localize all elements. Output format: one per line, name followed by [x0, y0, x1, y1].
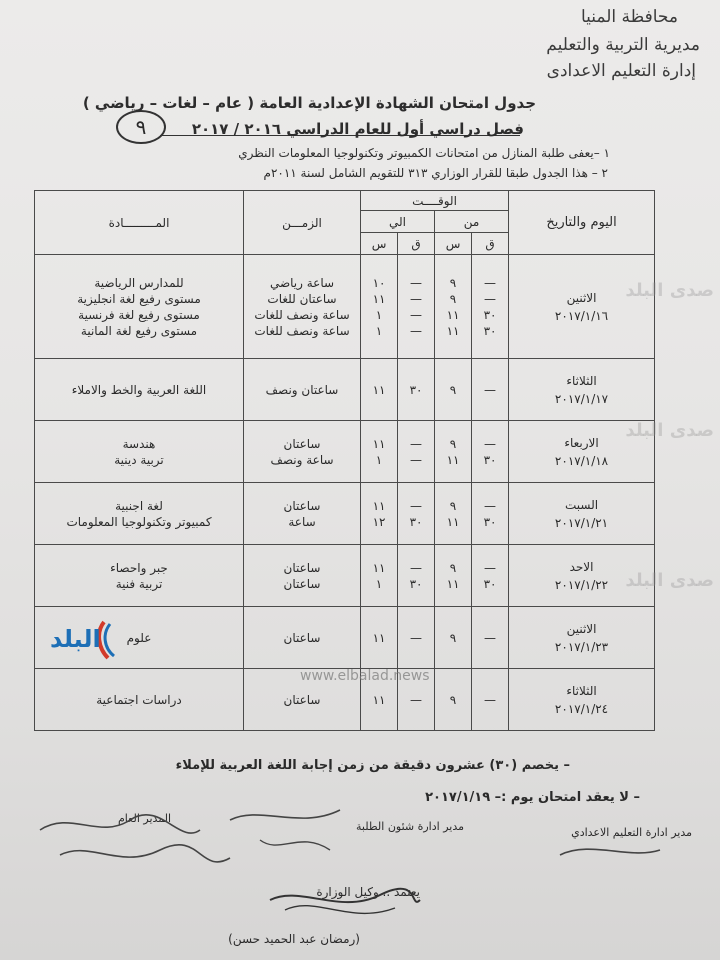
day-name: السبت	[564, 497, 599, 512]
exam-date: ٢٠١٧/١/٢٤	[554, 701, 609, 716]
from-hour-cell	[435, 483, 472, 545]
to-hour-value: ١	[375, 307, 383, 322]
from-hour-cell	[435, 607, 472, 669]
minister-name: (رمضان عبد الحميد حسن)	[228, 932, 360, 946]
header-from-hour: س	[435, 233, 472, 255]
day-name: الثلاثاء	[566, 683, 597, 698]
letterhead-administration: إدارة التعليم الاعدادى	[546, 61, 696, 81]
duration-value: ساعتان للغات	[267, 291, 337, 306]
from-minute-value: —	[484, 291, 497, 306]
from-minute-value: —	[484, 630, 497, 645]
from-hour-value: ٩	[449, 630, 457, 645]
to-hour-cell	[361, 359, 398, 421]
subject-cell	[35, 359, 244, 421]
to-hour-cell	[361, 255, 398, 359]
day-date-cell	[509, 669, 655, 731]
to-minute-value: —	[410, 275, 423, 290]
exam-date: ٢٠١٧/١/٢٢	[554, 577, 609, 592]
subject-value: للمدارس الرياضية	[94, 275, 184, 290]
to-minute-cell	[398, 545, 435, 607]
to-minute-value: ٣٠	[409, 514, 423, 529]
to-minute-value: —	[410, 498, 423, 513]
subject-value: تربية فنية	[115, 576, 163, 591]
exam-date: ٢٠١٧/١/٢١	[554, 515, 609, 530]
header-to-hour: س	[361, 233, 398, 255]
subject-value: تربية دينية	[114, 452, 164, 467]
to-minute-value: —	[410, 323, 423, 338]
schedule-day-row	[35, 483, 655, 545]
signature-label-prep-director: مدير ادارة التعليم الاعدادي	[571, 826, 692, 839]
subject-cell	[35, 483, 244, 545]
from-hour-cell	[435, 545, 472, 607]
to-minute-value: —	[410, 307, 423, 322]
header-to: الي	[361, 211, 435, 233]
duration-value: ساعتان	[283, 560, 321, 575]
from-minute-cell	[472, 607, 509, 669]
subject-value: مستوى رفيع لغة فرنسية	[78, 307, 200, 322]
to-minute-value: —	[410, 452, 423, 467]
to-hour-value: ١	[375, 323, 383, 338]
to-hour-value: ١٠	[372, 275, 386, 290]
day-name: الاثنين	[566, 290, 597, 305]
subject-cell	[35, 421, 244, 483]
from-minute-value: —	[484, 498, 497, 513]
exam-date: ٢٠١٧/١/١٧	[554, 391, 609, 406]
note-1: ١ –يعفى طلبة المنازل من امتحانات الكمبيوتر وتكنولوجيا المعلومات النظري	[238, 146, 610, 160]
from-minute-cell	[472, 421, 509, 483]
day-date-cell	[509, 483, 655, 545]
from-minute-cell	[472, 669, 509, 731]
from-minute-value: ٣٠	[483, 307, 497, 322]
duration-value: ساعتان	[283, 692, 321, 707]
from-minute-value: ٣٠	[483, 514, 497, 529]
signatures-drawing	[0, 800, 720, 960]
document-subtitle: فصل دراسي أول للعام الدراسي ٢٠١٦ / ٢٠١٧	[191, 120, 524, 138]
duration-cell	[244, 359, 361, 421]
document-title: جدول امتحان الشهادة الإعدادية العامة ( عام – لغات – رياضي )	[82, 94, 536, 112]
day-date-cell	[509, 255, 655, 359]
from-hour-value: ١١	[446, 323, 460, 338]
to-hour-value: ١٢	[372, 514, 386, 529]
duration-value: ساعة رياضي	[269, 275, 335, 290]
header-subject: المـــــــــادة	[35, 191, 244, 255]
to-minute-value: —	[410, 560, 423, 575]
from-minute-value: —	[484, 692, 497, 707]
exam-date: ٢٠١٧/١/١٦	[554, 308, 609, 323]
from-hour-value: ٩	[449, 560, 457, 575]
from-hour-value: ١١	[446, 307, 460, 322]
subject-value: مستوى رفيع لغة انجليزية	[77, 291, 201, 306]
from-minute-value: ٣٠	[483, 452, 497, 467]
to-hour-cell	[361, 421, 398, 483]
schedule-day-row	[35, 607, 655, 669]
duration-value: ساعتان	[283, 576, 321, 591]
exam-schedule-table	[34, 190, 655, 731]
letterhead-governorate: محافظة المنيا	[580, 7, 678, 27]
logo-text: البلد	[50, 625, 101, 653]
watermark-brand: صدى البلد	[625, 280, 714, 301]
to-hour-value: ١	[375, 576, 383, 591]
exam-date: ٢٠١٧/١/١٨	[554, 453, 609, 468]
header-to-minute: ق	[398, 233, 435, 255]
duration-value: ساعتان ونصف	[265, 382, 339, 397]
to-hour-value: ١	[375, 452, 383, 467]
to-minute-value: —	[410, 630, 423, 645]
to-minute-cell	[398, 255, 435, 359]
to-hour-cell	[361, 483, 398, 545]
from-minute-value: —	[484, 382, 497, 397]
subject-value: كمبيوتر وتكنولوجيا المعلومات	[66, 514, 212, 529]
from-hour-value: ١١	[446, 514, 460, 529]
to-hour-cell	[361, 607, 398, 669]
to-minute-cell	[398, 607, 435, 669]
from-hour-value: ٩	[449, 498, 457, 513]
duration-value: ساعة ونصف للغات	[254, 307, 350, 322]
subject-value: اللغة العربية والخط والاملاء	[71, 382, 207, 397]
from-hour-cell	[435, 669, 472, 731]
from-minute-cell	[472, 255, 509, 359]
subject-value: لغة اجنبية	[115, 498, 163, 513]
from-minute-value: —	[484, 275, 497, 290]
subject-cell	[35, 545, 244, 607]
schedule-day-row	[35, 359, 655, 421]
from-hour-value: ٩	[449, 382, 457, 397]
subject-cell	[35, 255, 244, 359]
subject-value: مستوى رفيع لغة المانية	[80, 323, 198, 338]
exam-date: ٢٠١٧/١/٢٣	[554, 639, 609, 654]
to-minute-cell	[398, 421, 435, 483]
header-day-date: اليوم والتاريخ	[509, 191, 655, 255]
from-minute-value: ٣٠	[483, 576, 497, 591]
from-hour-cell	[435, 421, 472, 483]
to-hour-value: ١١	[372, 498, 386, 513]
from-hour-value: ١١	[446, 452, 460, 467]
from-minute-value: —	[484, 560, 497, 575]
schedule-day-row	[35, 545, 655, 607]
watermark-site: www.elbalad.news	[300, 668, 430, 684]
to-minute-value: —	[410, 692, 423, 707]
from-minute-cell	[472, 483, 509, 545]
subject-value: جبر واحصاء	[110, 560, 168, 575]
to-hour-value: ١١	[372, 630, 386, 645]
from-hour-value: ٩	[449, 436, 457, 451]
subject-value: دراسات اجتماعية	[96, 692, 182, 707]
day-date-cell	[509, 359, 655, 421]
duration-value: ساعة ونصف للغات	[254, 323, 350, 338]
header-from-minute: ق	[472, 233, 509, 255]
to-hour-value: ١١	[372, 560, 386, 575]
day-name: الاحد	[569, 559, 594, 574]
to-minute-value: ٣٠	[409, 382, 423, 397]
from-minute-value: ٣٠	[483, 323, 497, 338]
to-minute-cell	[398, 483, 435, 545]
from-minute-value: —	[484, 436, 497, 451]
duration-cell	[244, 483, 361, 545]
header-time: الوقــــت	[361, 191, 509, 211]
to-hour-value: ١١	[372, 692, 386, 707]
schedule-day-row	[35, 255, 655, 359]
from-hour-value: ٩	[449, 275, 457, 290]
approval-line: يعتمد .. وكيل الوزارة	[316, 885, 420, 899]
duration-value: ساعتان	[283, 498, 321, 513]
from-minute-cell	[472, 545, 509, 607]
footer-note-no-exam: – لا يعقد امتحان يوم :– ٢٠١٧/١/١٩	[425, 790, 640, 805]
to-minute-value: —	[410, 291, 423, 306]
to-hour-value: ١١	[372, 291, 386, 306]
duration-value: ساعتان	[283, 630, 321, 645]
signature-label-general-director: المدير العام	[118, 812, 172, 825]
duration-value: ساعة ونصف	[270, 452, 334, 467]
duration-value: ساعتان	[283, 436, 321, 451]
from-minute-cell	[472, 359, 509, 421]
from-hour-cell	[435, 359, 472, 421]
header-from: من	[435, 211, 509, 233]
page-number: ٩	[116, 110, 166, 144]
subject-value: هندسة	[122, 436, 156, 451]
note-2: ٢ – هذا الجدول طبقا للقرار الوزاري ٣١٣ للتقويم الشامل لسنة ٢٠١١م	[263, 166, 608, 180]
to-minute-value: ٣٠	[409, 576, 423, 591]
from-hour-value: ١١	[446, 576, 460, 591]
day-name: الاربعاء	[564, 435, 599, 450]
to-minute-cell	[398, 359, 435, 421]
subject-value: علوم	[126, 630, 152, 645]
duration-cell	[244, 255, 361, 359]
signature-label-students-affairs: مدير ادارة شئون الطلبة	[356, 820, 464, 833]
duration-cell	[244, 545, 361, 607]
day-name: الاثنين	[566, 621, 597, 636]
footer-note-dictation: – يخصم (٣٠) عشرون دقيقة من زمن إجابة اللغة العربية للإملاء	[175, 758, 570, 773]
from-hour-cell	[435, 255, 472, 359]
subject-cell	[35, 669, 244, 731]
from-hour-value: ٩	[449, 291, 457, 306]
watermark-brand: صدى البلد	[625, 570, 714, 591]
duration-cell	[244, 607, 361, 669]
to-minute-value: —	[410, 436, 423, 451]
letterhead-directorate: مديرية التربية والتعليم	[546, 35, 700, 55]
day-name: الثلاثاء	[566, 373, 597, 388]
from-hour-value: ٩	[449, 692, 457, 707]
duration-cell	[244, 421, 361, 483]
schedule-day-row	[35, 421, 655, 483]
to-hour-value: ١١	[372, 382, 386, 397]
header-duration: الزمـــن	[244, 191, 361, 255]
day-date-cell	[509, 607, 655, 669]
to-hour-value: ١١	[372, 436, 386, 451]
watermark-brand: صدى البلد	[625, 420, 714, 441]
to-hour-cell	[361, 545, 398, 607]
duration-value: ساعة	[288, 514, 316, 529]
